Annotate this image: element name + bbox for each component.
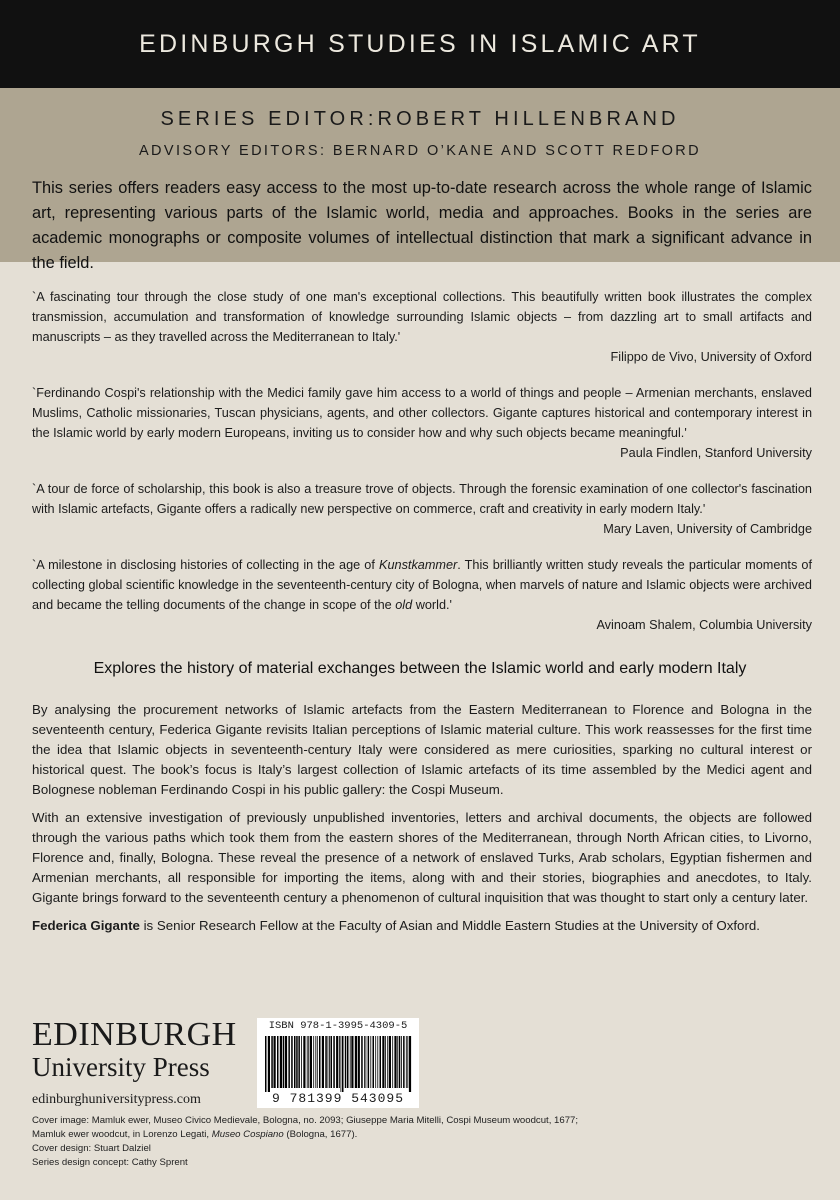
barcode-bar (380, 1036, 382, 1088)
credit-line-end: (Bologna, 1677). (283, 1129, 358, 1140)
review-quote: `A tour de force of scholarship, this book is also a treasure trove of objects. Through the forensic examination of one collector's fascination with Islamic artefacts, Gigante offers a radically new perspective on commerce, craft and creativity in early modern Italy.' (32, 482, 812, 516)
barcode-number: 9 781399 543095 (271, 1091, 405, 1106)
book-headline: Explores the history of material exchanges between the Islamic world and early modern Italy (93, 660, 747, 677)
advisory-editors: ADVISORY EDITORS: BERNARD O’KANE AND SCOTT REDFORD (138, 143, 702, 159)
book-description (32, 700, 812, 944)
credit-line-emphasis: Museo Cospiano (211, 1129, 284, 1140)
barcode-bar (310, 1036, 312, 1088)
barcode-bar (403, 1036, 405, 1088)
barcode-bar (366, 1036, 367, 1088)
barcode-bar (288, 1036, 290, 1088)
barcode-bar (291, 1036, 293, 1088)
barcode-bar (328, 1036, 329, 1088)
barcode-bar (341, 1036, 342, 1092)
review-attribution: Filippo de Vivo, University of Oxford (610, 350, 812, 364)
publisher-name-line2: University Press (32, 1052, 210, 1082)
review-attribution: Paula Findlen, Stanford University (620, 446, 812, 460)
barcode-bar (280, 1036, 282, 1088)
barcode-bar (307, 1036, 308, 1088)
review-quote-emphasis: Kunstkammer (379, 558, 458, 572)
barcode-bar (407, 1036, 408, 1088)
description-paragraph: With an extensive investigation of previously unpublished inventories, letters and archival documents, the objects are followed through the various paths which took them from the eastern shores of the Mediterranean, through North African cities, to Livorno, Florence and, finally, Bologna. These reveal the presence of a network of enslaved Turks, Arab scholars, Egyptian fishermen and Armenian merchants, all responsible for importing the items, along with and their stories, biographies and anecdotes, to Italy. Gigante brings forward to the seventeenth century a phenomenon of cultural inquisition that was thought to start only a century later. (32, 810, 812, 905)
review-quote-middle: . This brilliantly written study reveals the particular moments of collecting global scientific knowledge in the seventeenth-century city of Bologna, when marvels of nature and Islamic objects were archived and became the telling documents of the change in scope of the (32, 558, 812, 612)
barcode-bar (294, 1036, 296, 1088)
barcode-bar (355, 1036, 357, 1088)
barcode-bar (401, 1036, 402, 1088)
credit-line (32, 1128, 732, 1142)
publisher-logo (32, 1018, 262, 1108)
barcode-bar (342, 1036, 344, 1092)
barcode-bar (350, 1036, 351, 1088)
review-quote-end: world.' (412, 598, 452, 612)
barcode-bar (382, 1036, 384, 1088)
series-title-bar (0, 0, 840, 88)
review (32, 555, 812, 635)
barcode-bar (364, 1036, 365, 1088)
publisher-url: edinburghuniversitypress.com (32, 1092, 201, 1107)
description-paragraph: By analysing the procurement networks of Islamic artefacts from the Eastern Mediterranean to Florence and Bologna in the seventeenth century, Federica Gigante revisits Italian perceptions of Islamic material culture. This work reassesses for the first time the idea that Islamic objects in seventeenth-century Italy were considered as mere curiosities, sparking no cultural interest or historical quest. The book’s focus is Italy’s largest collection of Islamic artefacts of its time assembled by the Medici agent and Bolognese nobleman Ferdinando Cospi in his public gallery: the Cospi Museum. (32, 702, 812, 797)
barcode-bar (375, 1036, 376, 1088)
barcode-bar (285, 1036, 287, 1088)
review (32, 287, 812, 367)
barcode-bar (268, 1036, 270, 1092)
barcode-bar (361, 1036, 363, 1088)
isbn-barcode (257, 1018, 419, 1108)
barcode-bar (377, 1036, 378, 1088)
series-editor: SERIES EDITOR:ROBERT HILLENBRAND (160, 108, 680, 130)
reviews (32, 287, 812, 651)
review-attribution: Mary Laven, University of Cambridge (603, 522, 812, 536)
barcode-bar (325, 1036, 327, 1088)
isbn-label: ISBN 978-1-3995-4309-5 (268, 1020, 408, 1032)
review-quote-start: `A milestone in disclosing histories of collecting in the age of (32, 558, 379, 572)
barcode-bar (394, 1036, 396, 1088)
barcode-bar (296, 1036, 298, 1088)
review-quote: `A fascinating tour through the close study of one man's exceptional collections. This beautifully written book illustrates the complex transmission, accumulation and transformation of knowledge surrounding Islamic objects – from dazzling art to small artifacts and manuscripts – as they travelled across the Mediterranean to Italy.' (32, 290, 812, 344)
barcode-bar (319, 1036, 321, 1088)
publisher-name-line1: EDINBURGH (32, 1016, 237, 1053)
credit-line: Cover image: Mamluk ewer, Museo Civico Medievale, Bologna, no. 2093; Giuseppe Maria Mitelli, Cospi Museum woodcut, 1677; (32, 1115, 579, 1126)
credit-line: Cover design: Stuart Dalziel (32, 1143, 151, 1154)
barcode-bar (373, 1036, 375, 1088)
barcode-bar (301, 1036, 302, 1088)
barcode-bar (392, 1036, 393, 1088)
series-title: EDINBURGH STUDIES IN ISLAMIC ART (139, 29, 701, 58)
barcode-bar (313, 1036, 314, 1088)
barcode-bar (274, 1036, 276, 1088)
review (32, 383, 812, 463)
barcode-bar (399, 1036, 401, 1088)
barcode-bar (277, 1036, 279, 1088)
barcode-bars (263, 1036, 413, 1092)
barcode-bar (347, 1036, 349, 1088)
barcode-bar (315, 1036, 316, 1088)
barcode-bar (283, 1036, 285, 1088)
review-attribution: Avinoam Shalem, Columbia University (596, 618, 812, 632)
author-bio (32, 916, 812, 936)
barcode-bar (389, 1036, 391, 1088)
review-quote-emphasis: old (395, 598, 413, 612)
barcode-bar (322, 1036, 324, 1088)
barcode-bar (358, 1036, 360, 1088)
barcode-bar (370, 1036, 371, 1088)
barcode-bar (333, 1036, 335, 1088)
author-name: Federica Gigante (32, 918, 140, 933)
barcode-bar (265, 1036, 267, 1092)
barcode-bar (397, 1036, 398, 1088)
barcode-bar (406, 1036, 407, 1088)
barcode-bar (308, 1036, 309, 1088)
barcode-bar (351, 1036, 353, 1088)
review-quote: `Ferdinando Cospi's relationship with the Medici family gave him access to a world of things and people – Armenian merchants, enslaved Muslims, Catholic missionaries, Tuscan physicians, agents, and other collectors. Gigante captures historical and contemporary interest in the Islamic world by early modern Europeans, inviting us to consider how and why such objects became meaningful.' (32, 386, 812, 440)
cover-credits (32, 1114, 732, 1170)
barcode-bar (329, 1036, 330, 1088)
barcode-bar (298, 1036, 300, 1088)
barcode-bar (271, 1036, 273, 1088)
barcode-bar (331, 1036, 333, 1088)
barcode-bar (339, 1036, 340, 1088)
review (32, 479, 812, 539)
barcode-bar (409, 1036, 411, 1092)
credit-line: Series design concept: Cathy Sprent (32, 1157, 188, 1168)
credit-line-start: Mamluk ewer woodcut, in Lorenzo Legati, (32, 1129, 212, 1140)
barcode-bar (345, 1036, 347, 1088)
barcode-bar (368, 1036, 370, 1088)
series-description: This series offers readers easy access to the most up-to-date research across the whole range of Islamic art, representing various parts of the Islamic world, media and approaches. Books in the series are academic monographs or composite volumes of intellectual distinction that mark a significant advance in the field. (32, 179, 812, 272)
author-bio-text: is Senior Research Fellow at the Faculty of Asian and Middle Eastern Studies at the University of Oxford. (139, 918, 760, 933)
barcode-bar (303, 1036, 305, 1088)
barcode-bar (336, 1036, 338, 1088)
review-quote (32, 555, 812, 615)
barcode-bar (385, 1036, 386, 1088)
barcode-bar (317, 1036, 318, 1088)
barcode-bar (387, 1036, 388, 1088)
